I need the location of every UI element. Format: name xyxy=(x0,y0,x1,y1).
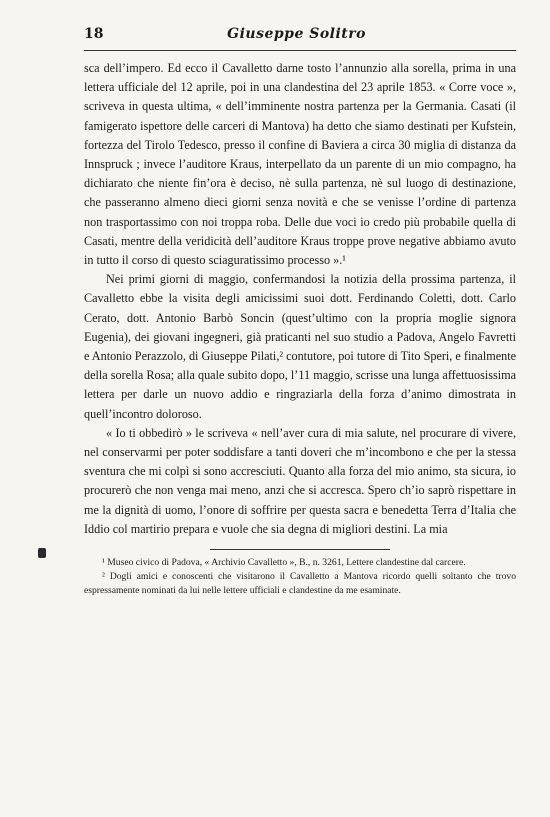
ink-blot xyxy=(38,548,46,558)
paragraph-1: sca dell’impero. Ed ecco il Cavalletto darne tosto l’annunzio alla sorella, prima in una lettera ufficiale del 12 aprile, poi in una clandestina del 23 aprile 1853. « Corre voce », scriveva in questa ultima, « dell’imminente nostra partenza per la Germania. Casati (il famigerato ispettore delle carceri di Mantova) ha detto che siamo destinati per Kufstein, fortezza del Tirolo Tedesco, presso il confine di Baviera a circa 30 miglia di distanza da Innspruck ; invece l’auditore Kraus, interpellato da un parente di un mio compagno, ha dichiarato che niente fin’ora è deciso, nè sulla partenza, nè sul luogo di destinazione, che passeranno almeno dieci giorni senza novità e che se venisse l’ordine di partenza non trasportassimo con noi troppa roba. Delle due voci io credo più probabile quella di Casati, mentre della veridicità dell’auditore Kraus troppe prove negative abbiamo avuto in tutto il corso di questo sciaguratissimo processo ».¹ xyxy=(84,61,516,268)
footnote-rule xyxy=(210,549,390,550)
body-text xyxy=(84,59,516,539)
running-head: Giuseppe Solitro xyxy=(227,26,366,42)
paragraph-3: « Io ti obbedirò » le scriveva « nell’aver cura di mia salute, nel procurare di vivere, nel conservarmi per poter soddisfare a tanti doveri che m’incombono e che per la stessa sventura che mi colpì si sono accresciuti. Quanto alla forza del mio animo, sta sicura, io procurerò che non venga mai meno, anzi che si accresca. Spero ch’io saprò rispettare in me la dignità di uomo, l’onore di soffrire per questa sacra e benedetta Terra d’Italia che Iddio col martirio prepara e vuole che sia degna di migliori destini. La mia xyxy=(84,425,516,536)
page-header xyxy=(84,26,516,46)
header-rule xyxy=(84,50,516,51)
footnotes xyxy=(84,556,516,598)
footnote-1: ¹ Museo civico di Padova, « Archivio Cavalletto », B., n. 3261, Lettere clandestine dal carcere. xyxy=(102,557,466,569)
footnote-2: ² Dogli amici e conoscenti che visitarono il Cavalletto a Mantova ricordo quelli soltanto che trovo espressamente nominati da lui nelle lettere ufficiali e clandestine da me esaminate. xyxy=(84,571,516,597)
paragraph-2: Nei primi giorni di maggio, confermandosi la notizia della prossima partenza, il Cavalletto ebbe la visita degli amicissimi suoi dott. Ferdinando Coletti, dott. Carlo Cerato, dott. Antonio Barbò Soncin (quest’ultimo con la propria moglie signora Eugenia), dei giovani ingegneri, già praticanti nel suo studio a Padova, Angelo Favretti e Antonio Perazzolo, di Giuseppe Pilati,² contutore, poi tutore di Tito Speri, e finalmente della sorella Rosa; alla quale subito dopo, l’11 maggio, scrisse una lunga affettuosissima lettera per darle un nuovo addio e ringraziarla della forza d’animo dimostrata in quell’incontro doloroso. xyxy=(84,272,516,421)
book-page xyxy=(84,26,516,598)
page-number: 18 xyxy=(84,26,104,42)
